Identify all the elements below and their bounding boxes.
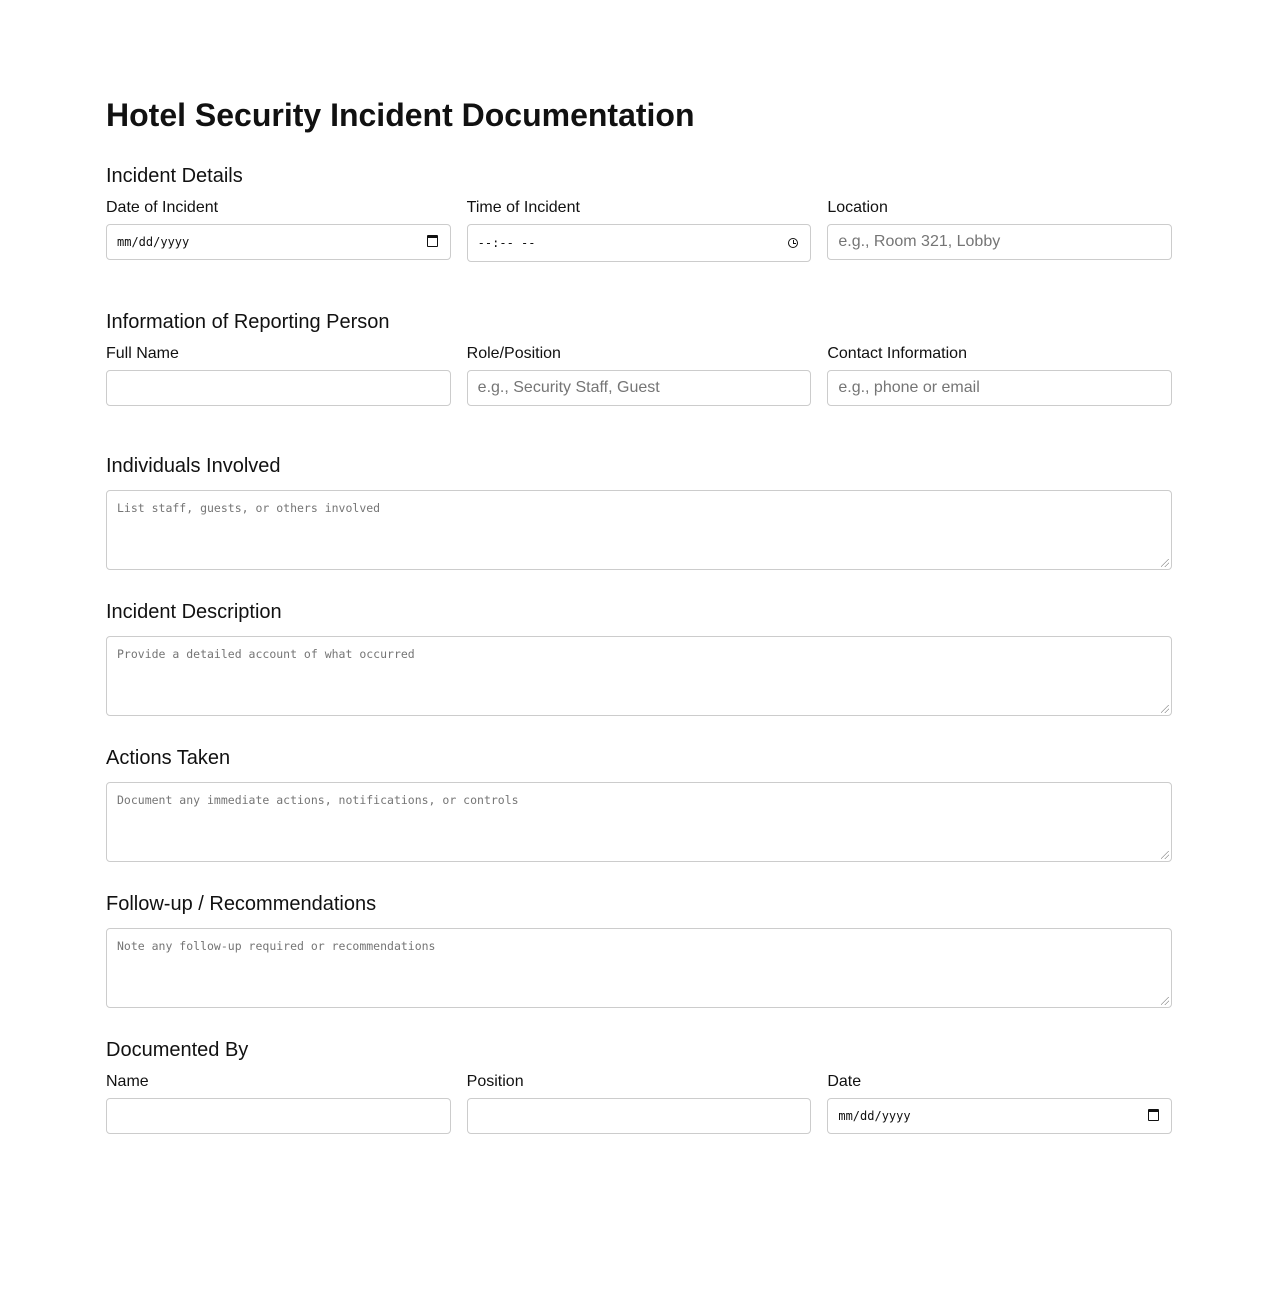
incident-details-section xyxy=(106,164,1172,262)
clock-icon[interactable] xyxy=(788,237,798,252)
individuals-section xyxy=(106,454,1172,570)
reporting-person-section xyxy=(106,310,1172,406)
documenter-position-input[interactable] xyxy=(467,1098,812,1134)
full-name-input[interactable] xyxy=(106,370,451,406)
incident-time-input[interactable]: --:-- -- xyxy=(467,224,812,262)
section-heading: Incident Details xyxy=(106,165,243,187)
full-name-label: Full Name xyxy=(106,345,179,362)
role-label: Role/Position xyxy=(466,345,561,362)
section-heading: Documented By xyxy=(106,1039,249,1061)
position-label: Position xyxy=(466,1073,524,1090)
documented-by-section xyxy=(106,1038,1172,1134)
location-input[interactable]: e.g., Room 321, Lobby xyxy=(827,224,1172,260)
section-heading: Individuals Involved xyxy=(106,455,281,477)
date-label: Date of Incident xyxy=(106,199,219,216)
followup-textarea[interactable]: Note any follow-up required or recommendations xyxy=(106,928,1172,1008)
documenter-name-input[interactable] xyxy=(106,1098,451,1134)
individuals-textarea[interactable]: List staff, guests, or others involved xyxy=(106,490,1172,570)
resize-handle[interactable] xyxy=(1161,851,1169,859)
description-section xyxy=(106,600,1172,716)
resize-handle[interactable] xyxy=(1161,705,1169,713)
location-label: Location xyxy=(827,199,888,216)
calendar-icon[interactable] xyxy=(1148,1109,1159,1125)
section-heading: Information of Reporting Person xyxy=(106,311,390,333)
actions-section xyxy=(106,746,1172,862)
resize-handle[interactable] xyxy=(1161,997,1169,1005)
date-label: Date xyxy=(827,1073,862,1090)
incident-form xyxy=(106,0,1172,1134)
actions-textarea[interactable]: Document any immediate actions, notifications, or controls xyxy=(106,782,1172,862)
role-input[interactable]: e.g., Security Staff, Guest xyxy=(467,370,812,406)
calendar-icon[interactable] xyxy=(427,235,438,251)
followup-section xyxy=(106,892,1172,1008)
section-heading: Follow-up / Recommendations xyxy=(106,893,377,915)
documented-date-input[interactable]: mm/dd/yyyy xyxy=(827,1098,1172,1134)
section-heading: Incident Description xyxy=(106,601,282,623)
contact-input[interactable]: e.g., phone or email xyxy=(827,370,1172,406)
name-label: Name xyxy=(106,1073,149,1090)
incident-date-input[interactable]: mm/dd/yyyy xyxy=(106,224,451,260)
description-textarea[interactable]: Provide a detailed account of what occurred xyxy=(106,636,1172,716)
contact-label: Contact Information xyxy=(827,345,967,362)
section-heading: Actions Taken xyxy=(106,747,231,769)
page-title: Hotel Security Incident Documentation xyxy=(106,97,695,133)
resize-handle[interactable] xyxy=(1161,559,1169,567)
time-label: Time of Incident xyxy=(466,199,580,216)
